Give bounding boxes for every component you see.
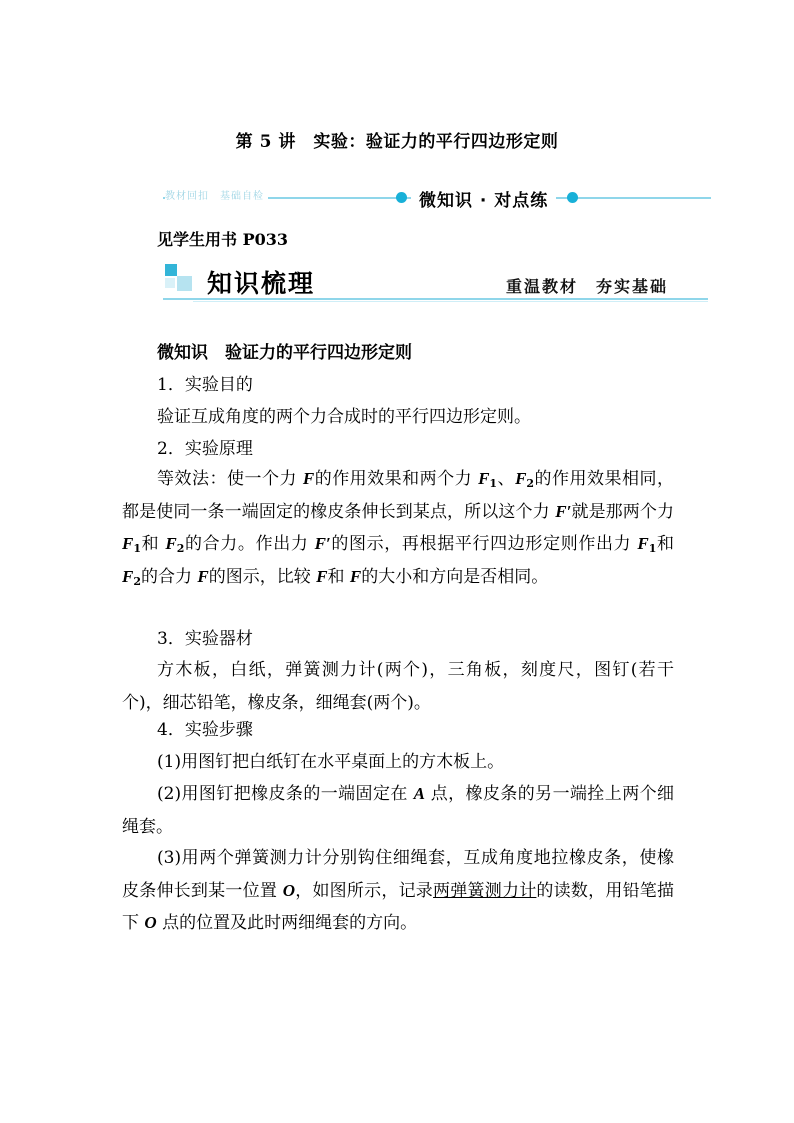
decor-square-icon bbox=[177, 276, 192, 291]
principle-text: 等效法：使一个力 F的作用效果和两个力 $F_1$、$F_2$的作用效果相同，都是使同一条一端固定的橡皮条伸长到某点，所以这个力 F′就是那两个力 $F_1$和 $F_2$的合力。作出力 F′的图示，再根据平行四边形定则作出力 $F_1$和 $F_2$的合力 F的图示，比较 F和 F的大小和方向是否相同。 bbox=[122, 469, 675, 588]
bullet-dot-icon bbox=[567, 192, 578, 203]
knowledge-heading: 知识梳理 bbox=[207, 269, 316, 298]
book-reference: 见学生用书 P033 bbox=[157, 230, 289, 249]
banner-center-text: 微知识 · 对点练 bbox=[411, 186, 556, 211]
heading-purpose: 1．实验目的 bbox=[157, 375, 253, 395]
section-banner bbox=[163, 183, 711, 213]
heading-principle: 2．实验原理 bbox=[157, 439, 253, 459]
banner-left-text: 教材回扣 基础自检 bbox=[165, 187, 268, 202]
section-title: 微知识 验证力的平行四边形定则 bbox=[157, 343, 412, 363]
heading-steps: 4．实验步骤 bbox=[157, 720, 253, 740]
step-1: (1)用图钉把白纸钉在水平桌面上的方木板上。 bbox=[157, 752, 505, 772]
knowledge-slogan: 重温教材 夯实基础 bbox=[505, 277, 668, 296]
page-title: 第 5 讲 实验：验证力的平行四边形定则 bbox=[235, 132, 559, 152]
purpose-text: 验证互成角度的两个力合成时的平行四边形定则。 bbox=[157, 407, 531, 427]
step-3: (3)用两个弹簧测力计分别钩住细绳套，互成角度地拉橡皮条，使橡皮条伸长到某一位置 O，如图所示，记录两弹簧测力计的读数，用铅笔描下 O 点的位置及此时两细绳套的方向。 bbox=[122, 848, 675, 933]
knowledge-banner bbox=[163, 262, 708, 302]
underlined-blank: 两弹簧测力计 bbox=[433, 880, 537, 901]
decor-square-icon bbox=[165, 278, 175, 288]
banner-line bbox=[163, 298, 708, 300]
step-2: (2)用图钉把橡皮条的一端固定在 A 点，橡皮条的另一端拴上两个细绳套。 bbox=[122, 784, 675, 837]
equipment-text: 方木板，白纸，弹簧测力计(两个)，三角板，刻度尺，图钉(若干个)，细芯铅笔，橡皮条，细绳套(两个)。 bbox=[122, 660, 674, 713]
heading-equipment: 3．实验器材 bbox=[157, 629, 253, 649]
decor-square-icon bbox=[165, 264, 177, 276]
bullet-dot-icon bbox=[396, 192, 407, 203]
banner-line bbox=[193, 301, 708, 302]
